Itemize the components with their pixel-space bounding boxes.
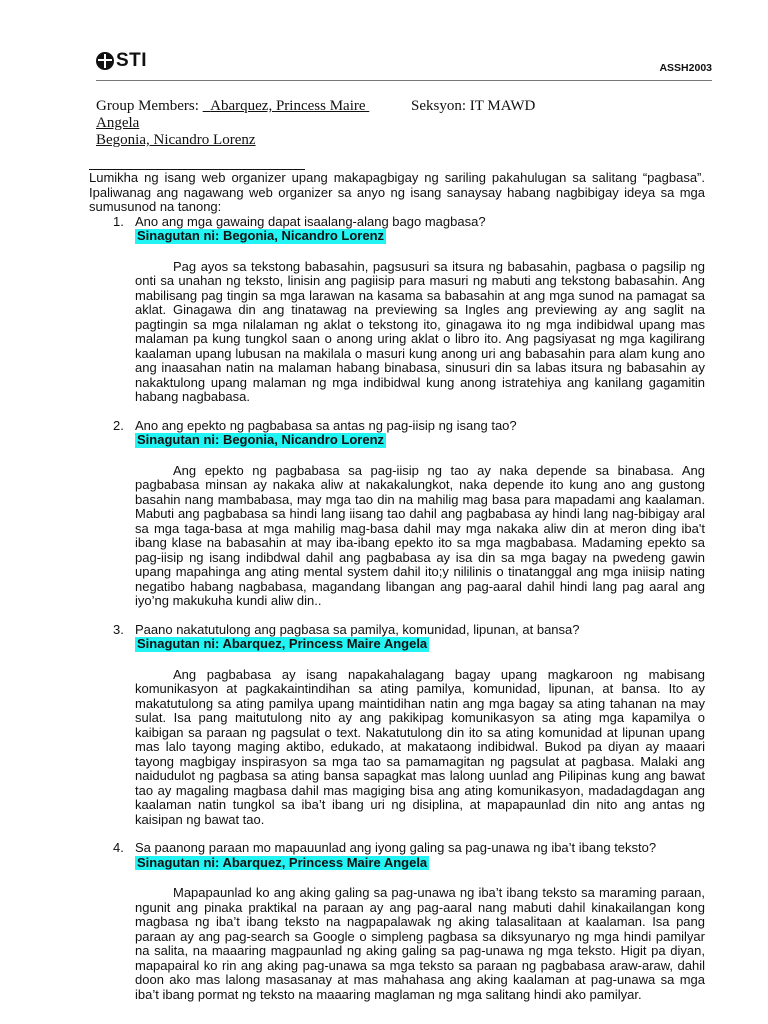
- members-label: Group Members:: [96, 98, 199, 114]
- sti-logo: [96, 50, 147, 72]
- question-text: Ano ang epekto ng pagbabasa sa antas ng pag-iisip ng isang tao?: [135, 417, 517, 433]
- course-code: ASSH2003: [659, 62, 712, 74]
- member-1-name: Abarquez, Princess Maire: [210, 98, 366, 114]
- answered-by: Sinagutan ni: Abarquez, Princess Maire Angela: [137, 636, 428, 651]
- answered-by: Sinagutan ni: Begonia, Nicandro Lorenz: [137, 432, 385, 447]
- question-text: Sa paanong paraan mo mapauunlad ang iyong galing sa pag-unawa ng iba’t ibang teksto?: [135, 840, 657, 855]
- question-1: [89, 215, 705, 230]
- group-members: [96, 98, 696, 149]
- document-body: [89, 171, 705, 1002]
- answered-by: Sinagutan ni: Begonia, Nicandro Lorenz: [137, 228, 385, 243]
- question-3: [89, 623, 705, 638]
- page-header: [96, 46, 712, 81]
- section-label: Seksyon: IT MAWD: [411, 98, 536, 114]
- logo-text: STI: [116, 50, 148, 71]
- question-number: 1.: [113, 213, 124, 229]
- question-number: 4.: [113, 840, 124, 855]
- question-text: Ano ang mga gawaing dapat isaalang-alang bago magbasa?: [135, 213, 486, 229]
- question-4: [89, 841, 705, 856]
- answer-paragraph: Mapapaunlad ko ang aking galing sa pag-unawa ng iba’t ibang teksto sa maraming paraan, ngunit ang pinaka praktikal na paraan ay ang pag-aaral nang mabuti dahil kinakailangan kong magbasa ng iba’t ibang teksto na nagpapalawak ng aking talasalitaan at kaalaman. Isa pang paraan ay ang pag-search sa Google o simpleng pagbasa sa diksyunaryo ng mga hindi pamilyar na salita, na maaaring magpaunlad ng aking galing sa pag-unawa ng mga teksto. Higit pa diyan, mapapairal ko rin ang aking pag-unawa sa mga teksto sa paraan ng pagbabasa araw-araw, dahil doon ako mas lalong masasanay at mas mahahasa ang aking kaalaman at pag-unawa sa mga iba’t ibang pormat ng teksto na maaaring maglaman ng mga salitang hindi ako pamilyar.: [135, 885, 705, 1002]
- member-2-name: Begonia, Nicandro Lorenz: [96, 132, 256, 148]
- answer-paragraph: Ang epekto ng pagbabasa sa pag-iisip ng tao ay naka depende sa binabasa. Ang pagbabasa minsan ay nakaka aliw at nakakalungkot, naka depende ito kung ano ang gustong basahin nang mambabasa, may mga tao din na mahilig mag basa para mapadami ang kaalaman. Mabuti ang pagbabasa sa hindi lang iisang tao dahil ang pagbabasa ay hindi lang nag-bibigay aral sa mga taga-basa at mga mahilig mag-basa dahil may mga nakaka aliw din at meron ding iba't ibang klase na babasahin at may iba-ibang epekto ito sa mga magbabasa. Madaming epekto sa pag-iisip ng isang indibdwal dahil ang pagbabasa ay isa din sa mga bagay na pwedeng gawin upang mapahinga ang ating mental system dahil ito;y nililinis o tinatanggal ang mga iniisip nating negatibo habang nagbabasa, magandang libangan ang pag-aaral dahil hindi lang pag aaral ang iyo’ng makukuha kundi aliw din..: [135, 462, 705, 608]
- header-divider: [96, 80, 712, 81]
- question-number: 2.: [113, 417, 124, 433]
- answer-paragraph: Pag ayos sa tekstong babasahin, pagsusuri sa itsura ng babasahin, pagbasa o pagsilip ng onti sa unahan ng teksto, linisin ang pagiisip para masuri ng mabuti ang tekstong babasahin. Ang mabilisang pag tingin sa mga larawan na kasama sa babasahin at ang mga sunod na pamagat sa aklat. Ginagawa din ang tinatawag na previewing sa Ingles ang previewing ay ang saglit na pagtingin sa mga nilalaman ng aklat o tekstong ito, ginagawa ito ng mga indibidwal upang mas malaman pa kung tungkol saan o anong uring aklat o libro ito. Ang pagsiyasat ng mga kagilirang kaalaman upang lubusan na makilala o masuri kung anong uri ang babasahin para alam kung ano ang inaasahan natin na malaman habang binabasa, sinusuri din sa labas itsura ng babasahin ay nakaktulong upang malaman ng mga indibidwal kung anong istratehiya ang kanilang gagamitin habang nagbabasa.: [135, 258, 705, 404]
- answered-by: Sinagutan ni: Abarquez, Princess Maire Angela: [137, 854, 428, 870]
- question-2: [89, 419, 705, 434]
- instructions: Lumikha ng isang web organizer upang makapagbigay ng sariling pakahulugan sa salitang “pagbasa”. Ipaliwanag ang nagawang web organizer sa anyo ng isang sanaysay habang nagbibigay ideya sa mga sumusunod na tanong:: [89, 170, 705, 214]
- member-1-name-cont: Angela: [96, 115, 140, 131]
- answer-paragraph: Ang pagbabasa ay isang napakahalagang bagay upang magkaroon ng mabisang komunikasyon at pagkakaintindihan sa ating pamilya, komunidad, lipunan, at bansa. Ito ay makatutulong sa ating pamilya upang maintidihan natin ang mga bagay sa ating tahanan na may sulat. Isa pang maitutulong nito ay ang pakikipag komunikasyon sa ating mga kapamilya o kaibigan sa paraan ng pagsulat o text. Nakatutulong din ito sa ating komunidad at lipunan upang mas lalo tayong maging aktibo, edukado, at makataong indibidwal. Bukod pa diyan ay maaari tayong magbigay inspirasyon sa mga tao sa pamamagitan ng pagsulat at pagbasa. Malaki ang naidudulot ng pagbasa sa ating bansa sapagkat mas lalong uunlad ang Pilipinas kung ang bawat tao ay magaling magbasa dahil mas magiging bisa ang ating komunikasyon, madadagdagan ang kaalaman natin tungkol sa iba’t ibang uri ng disiplina, at mapapaunlad din nito ang antas ng kaisipan ng bawat tao.: [135, 666, 705, 827]
- question-text: Paano nakatutulong ang pagbasa sa pamilya, komunidad, lipunan, at bansa?: [135, 621, 580, 637]
- question-number: 3.: [113, 621, 124, 637]
- globe-icon: [96, 52, 114, 70]
